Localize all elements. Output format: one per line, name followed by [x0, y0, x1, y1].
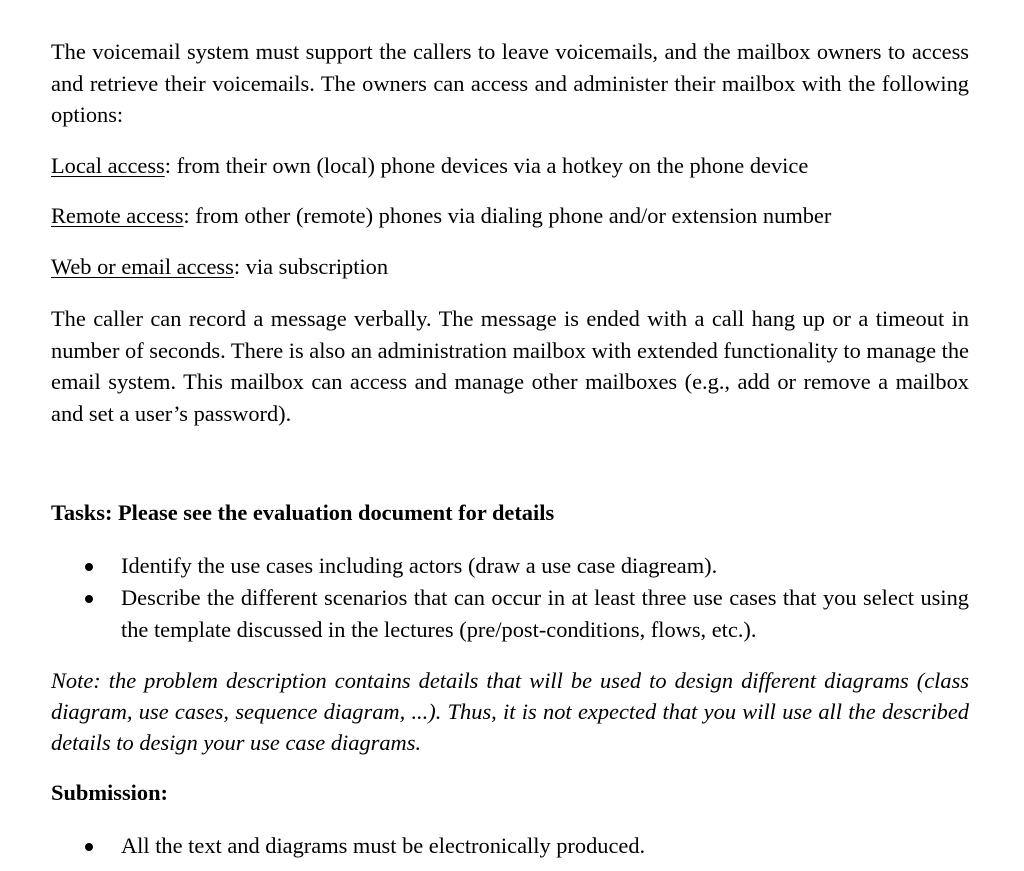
tasks-list — [51, 550, 969, 646]
access-option-web-email — [51, 251, 388, 282]
intro-paragraph: The voicemail system must support the callers to leave voicemails, and the mailbox owners to access and retrieve their voicemails. The owners can access and administer their mailbox with the following options: — [51, 39, 969, 127]
access-option-remote — [51, 200, 831, 231]
access-option-description: : from other (remote) phones via dialing phone and/or extension number — [183, 203, 832, 228]
list-item — [51, 582, 969, 646]
bullet-icon — [85, 563, 93, 571]
list-item-text: Describe the different scenarios that can occur in at least three use cases that you select using the template discussed in the lectures (pre/post-conditions, flows, etc.). — [121, 585, 969, 642]
submission-list — [51, 830, 969, 862]
access-option-description: : from their own (local) phone devices via a hotkey on the phone device — [164, 153, 809, 178]
access-option-term: Web or email access — [51, 254, 234, 279]
list-item — [51, 550, 969, 582]
bullet-icon — [85, 595, 93, 603]
access-option-term: Local access — [51, 153, 165, 178]
access-option-description: : via subscription — [233, 254, 389, 279]
list-item-text: All the text and diagrams must be electronically produced. — [121, 833, 646, 858]
access-option-local — [51, 150, 808, 181]
note-paragraph: Note: the problem description contains details that will be used to design different diagrams (class diagram, use cases, sequence diagram, ...). Thus, it is not expected that you will use all the described details to design your use case diagrams. — [51, 668, 969, 755]
list-item — [51, 830, 969, 862]
caller-paragraph: The caller can record a message verbally. The message is ended with a call hang up or a timeout in number of seconds. There is also an administration mailbox with extended functionality to manage the email system. This mailbox can access and manage other mailboxes (e.g., add or remove a mailbox and set a user’s password). — [51, 306, 969, 426]
bullet-icon — [85, 843, 93, 851]
tasks-heading: Tasks: Please see the evaluation document for details — [51, 500, 555, 525]
access-option-term: Remote access — [51, 203, 184, 228]
list-item-text: Identify the use cases including actors (draw a use case diagream). — [121, 553, 718, 578]
submission-heading: Submission: — [51, 780, 168, 805]
